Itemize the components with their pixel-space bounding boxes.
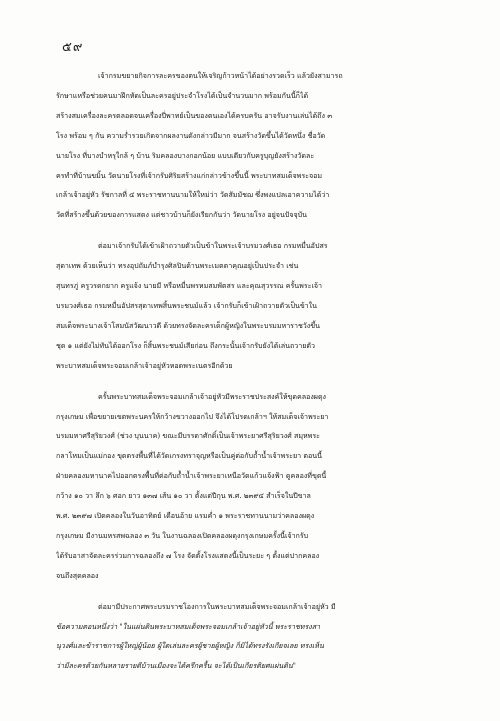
paragraph-2	[56, 236, 448, 375]
text-line: ครั้นพระบาทสมเด็จพระจอมเกล้าเจ้าอยู่หัวมีพระราชประสงค์ให้ขุดคลองผดุง	[98, 391, 327, 401]
text-line: สุดาเทพ ด้วยเห็นว่า ทรงอุปถัมภ์บำรุงศิลปินด้านพระเมตตาคุณอยู่เป็นประจำ เช่น	[56, 261, 299, 271]
text-line: ต่อมาเจ้ากรับได้เข้าเฝ้าถวายตัวเป็นข้าในพระเจ้าบรมวงศ์เธอ กรมหมื่นอัปสร	[98, 241, 328, 251]
text-line: กรุงเกษม เพื่อขยายเขตพระนครให้กว้างขวางออกไป จึงได้โปรดเกล้าฯ ให้สมเด็จเจ้าพระยา	[56, 411, 329, 421]
text-line: นุวงศ์และข้าราชการผู้ใหญ่ผู้น้อย ผู้ใดเล่นละครผู้ชายผู้หญิง ก็มิได้ทรงรังเกียจเลย ทรงเห็น	[56, 641, 324, 651]
text-line: เกล้าเจ้าอยู่หัว รัชกาลที่ ๔ พระราชทานนามให้ใหม่ว่า วัดสัมมัชฌ ซึ่งพงแปลเอาความได้ว่า	[56, 190, 330, 200]
text-line: เจ้ากรมขยายกิจการละครของตนให้เจริญก้าวหน้าได้อย่างรวดเร็ว แล้วยังสามารถ	[98, 71, 343, 80]
text-line: โรง พร้อม ๆ กัน ความร่ำรวยเกิดจากผลงานดังกล่าวมีมาก จนสร้างวัดขึ้นได้วัดหนึ่ง ชื่อวัด	[56, 130, 326, 140]
text-line: ต่อมามีประกาศพระบรมราชโองการในพระบาทสมเด็จพระจอมเกล้าเจ้าอยู่หัว มี	[98, 601, 336, 611]
text-line: พระบาทสมเด็จพระจอมเกล้าเจ้าอยู่หัวหอดพระเนตรอีกด้วย	[56, 360, 233, 370]
text-line: ข้อความตอนหนึ่งว่า "ในแผ่นดินพระบาทสมเด็จพระจอมเกล้าเจ้าอยู่หัวนี้ พระราชทรงสา	[56, 621, 321, 631]
text-line: นายโรง ที่บางบำหรุใกล้ ๆ บ้าน ริมคลองบางกอกน้อย แบบเดียวกับครูบุญยังสร้างวัดละ	[56, 150, 315, 160]
text-line: สมเด็จพระนางเจ้าโสมนัสวัฒนาวดี ด้วยทรงจัดละครเด็กผู้หญิงในพระบรมมหาราชวังขึ้น	[56, 320, 320, 330]
text-line: ได้รับอาสาจัดละครร่วมการฉลองถึง ๗ โรง จัดตั้งโรงแสดงนี้เป็นระยะ ๆ ตั้งแต่ปากคลอง	[56, 550, 320, 560]
paragraph-1	[56, 66, 448, 225]
text-line: ชุด ๑ แต่ยังไม่ทันได้ออกโรง ก็สิ้นพระชนม์เสียก่อน ถึงกระนั้นเจ้ากรับยังได้เล่นถวายตัว	[56, 340, 315, 350]
text-line: สุนทรภู่ ครูวรดกยาก ครูแจ้ง นายมี หรือหมื่นพรหมสมพัตสร และคุณสุวรรณ ครั้นพระเจ้า	[56, 281, 323, 291]
paragraph-4	[56, 597, 448, 677]
text-line: บรมวงศ์เธอ กรมหมื่นอัปสรสุดาเทพสิ้นพระชนม์แล้ว เจ้ากรับก็เข้าเฝ้าถวายตัวเป็นข้าใน	[56, 300, 317, 310]
paragraph-3	[56, 387, 448, 586]
text-line: รักษาแหรือช่วยคนมาฝึกหัดเป็นละครอยู่ประจำโรงได้เป็นจำนวนมาก พร้อมกันนี้ก็ได้	[56, 90, 309, 100]
text-line: ครทำที่บ้านขมิ้น วัดนายโรงที่เจ้ากรับศิริยสร้างแก่กล่าวข้างขึ้นนี้ พระบาทสมเด็จพระจอม	[56, 170, 323, 180]
text-line: กว้าง ๑๐ วา ลึก ๖ ศอก ยาว ๑๓๗ เส้น ๑๐ วา ตั้งแต่ปีกุน พ.ศ. ๒๓๙๔ สำเร็จในปีขาล	[56, 491, 311, 501]
page-number: ๕๙	[62, 40, 84, 55]
text-line: กรุงเกษม มีงานมหรสพฉลอง ๓ วัน ในงานฉลองเปิดคลองผดุงกรุงเกษมครั้งนี้เจ้ากรับ	[56, 530, 309, 540]
text-line: กลาโหมเป็นแม่กอง ขุดตรงพื้นที่ได้วัดเกรงทราจุญหรือเป็นคู่ต่อกับถ้ำน้ำเจ้าพระยา ตอนนี้	[56, 451, 322, 461]
text-line: จนถึงสุดคลอง	[56, 570, 99, 580]
document-body	[56, 66, 448, 687]
text-line: สร้างสมเครื่องละครตลอดจนเครื่องปี่พาทย์เป็นของตนเองได้ครบครัน อาจรับงานเล่นได้ถึง ๓	[56, 110, 333, 120]
text-line: ว่ามีละครด้วยกันหลายรายดีบ้านเมืองจะได้ครึกครื้น จะได้เป็นเกียรติยศแผ่นดิน"	[56, 661, 296, 671]
text-line: พ.ศ. ๒๓๙๗ เปิดคลองในวันอาทิตย์ เดือนอ้าย แรมค่ำ ๑ พระราชทานนามว่าคลองผดุง	[56, 511, 315, 521]
text-line: บรมมหาศรีสุริยวงศ์ (ช่วง บุนนาค) ขณะมีบรรดาศักดิ์เป็นเจ้าพระยาศรีสุริยวงศ์ สมุหพระ	[56, 431, 320, 441]
text-line: ฝ่ายคลองมหานาคไปออกตรงพื้นที่ต่อกับถ้ำน้ำเจ้าพระยาเหนือวัดแก้วแจ้งฟ้า ดูคลองที่ขุดนี้	[56, 471, 327, 481]
text-line: วัดที่สร้างขึ้นด้วยของการแสดง แต่ชาวบ้านก็ยังเรียกกันว่า วัดนายโรง อยู่จนปัจจุบัน	[56, 210, 307, 220]
